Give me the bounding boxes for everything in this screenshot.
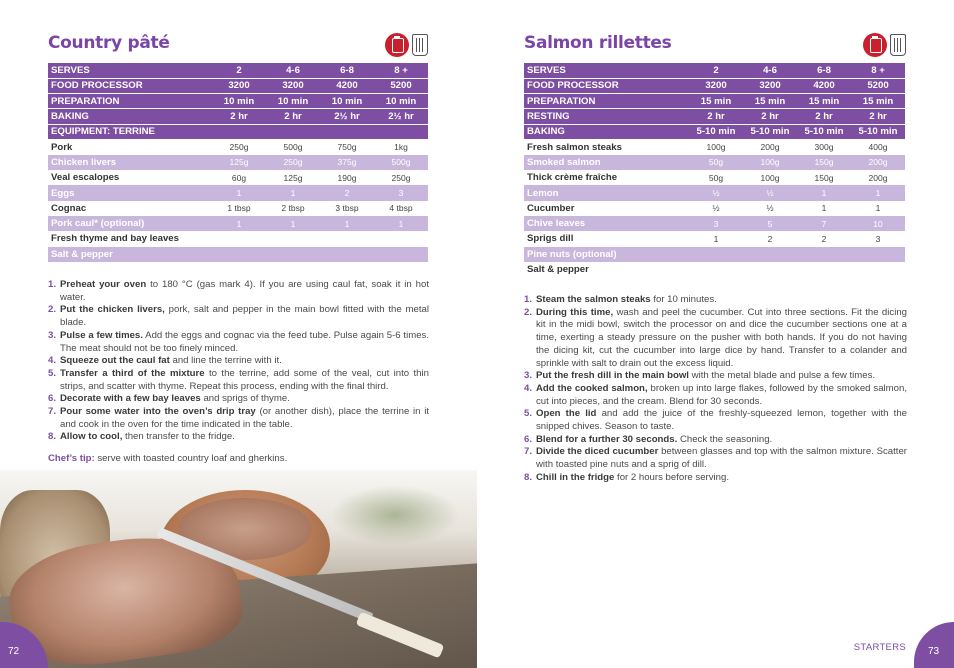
table-cell: 1 (320, 216, 374, 231)
table-cell: 10 (851, 216, 905, 231)
table-cell: 3 (689, 216, 743, 231)
step-text: pork, salt and pepper in the main bowl fitted with the metal blade. (60, 304, 429, 329)
table-cell: 5200 (374, 78, 428, 93)
step-number: 8. (48, 431, 57, 443)
step-lead: Blend for a further 30 seconds. (536, 433, 678, 445)
row-label: Sprigs dill (524, 231, 689, 246)
table-cell: 1 (797, 185, 851, 200)
table-cell: 200g (851, 155, 905, 170)
row-label: BAKING (524, 124, 689, 139)
step-text: broken up into large flakes, followed by the smoked salmon, cut into pieces, and the cream. Blend for 30 seconds. (536, 382, 907, 407)
table-cell (851, 247, 905, 262)
table-cell (212, 231, 266, 246)
row-label: Cognac (48, 201, 212, 216)
table-cell (266, 124, 320, 139)
step-text: for 10 minutes. (650, 294, 717, 305)
table-cell: 250g (374, 170, 428, 185)
table-cell: 3200 (266, 78, 320, 93)
method-step (48, 304, 429, 329)
table-cell: 5 (743, 216, 797, 231)
step-lead: Decorate with a few bay leaves (60, 393, 201, 405)
step-lead: Transfer a third of the mixture (60, 367, 205, 379)
table-row (48, 216, 428, 231)
step-lead: Squeeze out the caul fat (60, 355, 170, 367)
table-cell: 1 (266, 185, 320, 200)
table-cell (374, 231, 428, 246)
table-cell: 1 tbsp (212, 201, 266, 216)
row-label: Pine nuts (optional) (524, 247, 689, 262)
table-cell: 10 min (266, 94, 320, 109)
step-number: 1. (48, 279, 57, 290)
row-label: FOOD PROCESSOR (48, 78, 212, 93)
row-label: Salt & pepper (48, 247, 212, 262)
table-cell: 4200 (797, 78, 851, 93)
table-cell: 3200 (743, 78, 797, 93)
recipe-title: Salmon rillettes (524, 33, 672, 53)
table-cell: 2 (689, 63, 743, 78)
table-row (524, 109, 905, 124)
table-row (524, 170, 905, 185)
step-text: between glasses and top with the salmon mixture. Scatter with toasted pine nuts and a sprig of dill. (536, 446, 907, 471)
step-number: 5. (48, 367, 57, 379)
table-cell: 150g (797, 170, 851, 185)
row-label: Thick crème fraîche (524, 170, 689, 185)
method-step (48, 393, 429, 406)
table-cell: 150g (797, 155, 851, 170)
step-text: (or another dish), place the terrine in it and cook in the oven for the time indicated in the table. (60, 406, 429, 430)
table-cell (797, 262, 851, 277)
table-cell (212, 124, 266, 139)
step-lead: Allow to cool, (60, 431, 123, 443)
step-number: 3. (524, 370, 533, 382)
method-step (524, 472, 907, 485)
table-cell: 3 tbsp (320, 201, 374, 216)
table-cell: 2 hr (212, 109, 266, 124)
step-text: then transfer to the fridge. (122, 431, 235, 443)
page-number: 72 (0, 622, 48, 668)
table-cell: 2 hr (851, 109, 905, 124)
table-cell (851, 262, 905, 277)
table-cell: 3 (851, 231, 905, 246)
table-cell: 2½ hr (374, 109, 428, 124)
table-cell: 250g (266, 155, 320, 170)
table-cell: 10 min (374, 94, 428, 109)
table-row (48, 170, 428, 185)
step-number: 2. (524, 306, 533, 318)
step-lead: During this time, (536, 306, 614, 318)
table-cell: 4-6 (743, 63, 797, 78)
table-cell: 15 min (743, 94, 797, 109)
step-number: 6. (48, 393, 57, 405)
section-label: STARTERS (853, 642, 906, 653)
table-row (48, 139, 428, 154)
table-cell: 250g (212, 139, 266, 154)
table-cell: 125g (212, 155, 266, 170)
table-cell: 375g (320, 155, 374, 170)
row-label: Salt & pepper (524, 262, 689, 277)
table-cell: 2 hr (797, 109, 851, 124)
step-number: 2. (48, 304, 57, 316)
row-label: Eggs (48, 185, 212, 200)
row-label: SERVES (48, 63, 212, 78)
table-cell (374, 124, 428, 139)
step-text: to the terrine, add some of the veal, cut into thin strips, and scatter with thyme. Repeat this process, ending with the final third. (60, 367, 429, 392)
table-row (524, 262, 905, 277)
table-cell: 500g (266, 139, 320, 154)
table-cell: 4200 (320, 78, 374, 93)
table-cell: 5-10 min (743, 124, 797, 139)
table-cell: 2 hr (689, 109, 743, 124)
table-cell: 6-8 (797, 63, 851, 78)
table-cell: 10 min (320, 94, 374, 109)
step-lead: Put the fresh dill in the main bowl (536, 370, 689, 382)
row-label: Fresh salmon steaks (524, 139, 689, 154)
step-text: with the metal blade and pulse a few times. (688, 370, 876, 382)
page-number: 73 (914, 622, 954, 668)
table-cell: 190g (320, 170, 374, 185)
table-row (48, 124, 428, 139)
table-row (524, 155, 905, 170)
step-text: and sprigs of thyme. (200, 393, 290, 405)
row-label: SERVES (524, 63, 689, 78)
table-cell: 200g (851, 170, 905, 185)
row-label: Chive leaves (524, 216, 689, 231)
table-cell: 1 (374, 216, 428, 231)
table-cell: 5-10 min (689, 124, 743, 139)
table-cell: 5-10 min (797, 124, 851, 139)
table-cell: 2 hr (743, 109, 797, 124)
table-cell: 1 (266, 216, 320, 231)
table-cell: 50g (689, 170, 743, 185)
method-step (48, 330, 429, 355)
row-label: PREPARATION (524, 94, 689, 109)
step-text: and line the terrine with it. (169, 355, 282, 367)
step-number: 5. (524, 408, 533, 420)
table-row (524, 185, 905, 200)
row-label: RESTING (524, 109, 689, 124)
method-step (524, 434, 907, 447)
method-step (524, 294, 907, 307)
step-number: 3. (48, 329, 57, 341)
method-step (48, 279, 429, 304)
recipe-title: Country pâté (48, 33, 170, 53)
method-step (48, 355, 429, 368)
table-cell: 200g (743, 139, 797, 154)
step-text: wash and peel the cucumber. Cut into three sections. Fit the dicing kit in the midi bowl, switch the processor on and dice the cucumber sections one at a time, exerting a steady pressure on the pusher with both hands. If you do not having the dicing kit, cut the cucumber into large dice by hand. Transfer to a colander and sprinkle with salt to drain out the excess liquid. (536, 306, 908, 369)
table-cell: 2 (743, 231, 797, 246)
step-lead: Pour some water into the oven’s drip tray (60, 406, 256, 418)
method-step (524, 370, 907, 383)
table-cell: 50g (689, 155, 743, 170)
row-label: Lemon (524, 185, 689, 200)
table-cell (743, 262, 797, 277)
table-cell: 5200 (851, 78, 905, 93)
method-step (524, 307, 907, 371)
table-cell (374, 247, 428, 262)
table-cell (689, 262, 743, 277)
table-row (48, 109, 428, 124)
right-page (477, 0, 954, 668)
food-processor-icon (385, 33, 409, 57)
step-lead: Chill in the fridge (536, 471, 615, 483)
table-cell: 3 (374, 185, 428, 200)
row-label: Veal escalopes (48, 170, 212, 185)
step-number: 4. (48, 355, 57, 367)
table-row (524, 78, 905, 93)
table-cell (320, 231, 374, 246)
table-cell: 1 (212, 185, 266, 200)
table-cell: 500g (374, 155, 428, 170)
table-cell: 1 (851, 201, 905, 216)
step-number: 1. (524, 294, 533, 305)
table-cell (797, 247, 851, 262)
table-row (524, 63, 905, 78)
table-cell: 750g (320, 139, 374, 154)
table-row (48, 201, 428, 216)
table-cell (689, 247, 743, 262)
step-lead: Pulse a few times. (60, 329, 143, 341)
table-cell: 2 (212, 63, 266, 78)
table-row (48, 231, 428, 246)
storage-jar-icon (890, 34, 906, 56)
table-cell: 1 (689, 231, 743, 246)
tip-label: Chef’s tip: (48, 453, 95, 464)
recipe-icons (863, 33, 906, 57)
ingredients-table (48, 63, 428, 262)
step-lead: Steam the salmon steaks (536, 294, 651, 305)
table-row (524, 231, 905, 246)
step-lead: Put the chicken livers, (60, 304, 165, 316)
table-cell: 2 (320, 185, 374, 200)
table-cell: 400g (851, 139, 905, 154)
table-row (48, 155, 428, 170)
table-row (524, 124, 905, 139)
table-cell: ½ (743, 201, 797, 216)
table-cell: 1kg (374, 139, 428, 154)
step-text: for 2 hours before serving. (614, 471, 730, 483)
step-lead: Preheat your oven (60, 279, 147, 290)
table-row (524, 216, 905, 231)
method-step (524, 446, 907, 471)
method-steps (524, 294, 907, 485)
table-cell: 2 tbsp (266, 201, 320, 216)
table-cell: 3200 (689, 78, 743, 93)
table-cell: 100g (743, 170, 797, 185)
table-row (48, 63, 428, 78)
table-cell: 15 min (797, 94, 851, 109)
table-cell: 6-8 (320, 63, 374, 78)
table-cell: 100g (689, 139, 743, 154)
table-cell: 7 (797, 216, 851, 231)
step-lead: Divide the diced cucumber (536, 446, 659, 458)
row-label: EQUIPMENT: TERRINE (48, 124, 212, 139)
step-number: 7. (524, 446, 533, 458)
row-label: Cucumber (524, 201, 689, 216)
table-cell (320, 247, 374, 262)
table-row (524, 201, 905, 216)
table-row (524, 94, 905, 109)
table-cell: 5-10 min (851, 124, 905, 139)
table-row (524, 247, 905, 262)
method-step (524, 383, 907, 408)
row-label: FOOD PROCESSOR (524, 78, 689, 93)
table-cell: 300g (797, 139, 851, 154)
step-number: 7. (48, 406, 57, 418)
table-cell (212, 247, 266, 262)
table-cell: 1 (212, 216, 266, 231)
row-label: Pork (48, 139, 212, 154)
table-cell (320, 124, 374, 139)
table-cell: ½ (743, 185, 797, 200)
table-cell: 15 min (689, 94, 743, 109)
table-cell: 60g (212, 170, 266, 185)
tip-text: serve with toasted country loaf and gherkins. (94, 453, 288, 464)
food-processor-icon (863, 33, 887, 57)
storage-jar-icon (412, 34, 428, 56)
step-lead: Add the cooked salmon, (536, 382, 648, 394)
table-cell: 8 + (374, 63, 428, 78)
row-label: PREPARATION (48, 94, 212, 109)
table-cell: ½ (689, 185, 743, 200)
step-text: Check the seasoning. (677, 433, 773, 445)
row-label: Chicken livers (48, 155, 212, 170)
table-row (48, 247, 428, 262)
table-cell: 2½ hr (320, 109, 374, 124)
chefs-tip (48, 453, 429, 464)
pate-photo (0, 470, 477, 668)
step-number: 4. (524, 382, 533, 394)
step-text: to 180 °C (gas mark 4). If you are using caul fat, soak it in hot water. (60, 279, 429, 303)
table-cell: 1 (851, 185, 905, 200)
table-cell: 2 (797, 231, 851, 246)
method-step (48, 406, 429, 431)
table-cell (266, 247, 320, 262)
table-row (48, 185, 428, 200)
table-cell: ½ (689, 201, 743, 216)
recipe-icons (385, 33, 428, 57)
table-row (48, 94, 428, 109)
step-number: 8. (524, 471, 533, 483)
method-steps (48, 279, 429, 444)
table-cell: 10 min (212, 94, 266, 109)
herb-sprigs (330, 485, 460, 545)
table-cell: 100g (743, 155, 797, 170)
table-cell: 8 + (851, 63, 905, 78)
table-cell: 125g (266, 170, 320, 185)
step-text: and add the juice of the freshly-squeezed lemon, together with the snipped chives. Season to taste. (536, 408, 907, 433)
method-step (48, 431, 429, 444)
table-cell: 15 min (851, 94, 905, 109)
step-text: Add the eggs and cognac via the feed tube. Pulse again 5-6 times. The meat should not be too finely minced. (60, 329, 429, 354)
table-row (48, 78, 428, 93)
table-cell: 4-6 (266, 63, 320, 78)
table-cell: 4 tbsp (374, 201, 428, 216)
row-label: Fresh thyme and bay leaves (48, 231, 212, 246)
ingredients-table (524, 63, 905, 277)
step-lead: Open the lid (536, 408, 597, 420)
table-cell: 3200 (212, 78, 266, 93)
table-cell (266, 231, 320, 246)
method-step (48, 368, 429, 393)
table-cell: 2 hr (266, 109, 320, 124)
table-row (524, 139, 905, 154)
row-label: Pork caul* (optional) (48, 216, 212, 231)
table-cell: 1 (797, 201, 851, 216)
method-step (524, 408, 907, 433)
row-label: BAKING (48, 109, 212, 124)
table-cell (743, 247, 797, 262)
row-label: Smoked salmon (524, 155, 689, 170)
step-number: 6. (524, 433, 533, 445)
